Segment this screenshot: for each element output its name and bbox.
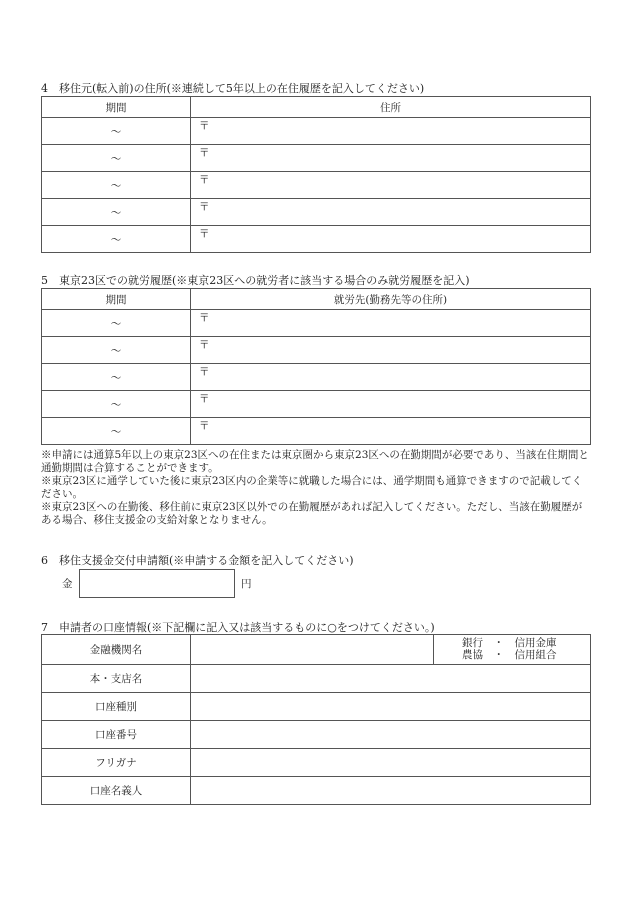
bank-account-table [41,634,591,805]
account-number-field[interactable] [191,721,591,749]
workplace-field[interactable] [191,337,591,364]
address-field[interactable] [191,172,591,199]
postal-mark: 〒 [199,365,210,378]
workplace-field[interactable] [191,418,591,445]
bank-name-label: 金融機関名 [42,635,191,665]
postal-mark: 〒 [199,146,210,159]
period-field[interactable]: ～ [42,310,191,337]
bank-type-option-line[interactable]: 農協 ・ 信用組合 [462,649,557,661]
period-field[interactable]: ～ [42,391,191,418]
workplace-header: 就労先(勤務先等の住所) [191,289,591,310]
account-number-label: 口座番号 [42,721,191,749]
branch-label: 本・支店名 [42,665,191,693]
residence-history-table [41,96,591,253]
section-7-title: 7 申請者の口座情報(※下記欄に記入又は該当するものに○をつけてください。) [41,621,435,634]
account-holder-label: 口座名義人 [42,777,191,805]
postal-mark: 〒 [199,119,210,132]
furigana-field[interactable] [191,749,591,777]
period-field[interactable]: ～ [42,199,191,226]
workplace-field[interactable] [191,364,591,391]
branch-field[interactable] [191,665,591,693]
note: ※東京23区への在勤後、移住前に東京23区以外での在勤履歴があれば記入してください。ただし、当該在勤履歴がある場合、移住支援金の支給対象となりません。 [41,501,583,526]
period-field[interactable]: ～ [42,172,191,199]
postal-mark: 〒 [199,419,210,432]
postal-mark: 〒 [199,200,210,213]
account-type-field[interactable] [191,693,591,721]
period-field[interactable]: ～ [42,145,191,172]
address-header: 住所 [191,97,591,118]
address-field[interactable] [191,145,591,172]
address-field[interactable] [191,118,591,145]
amount-input[interactable] [79,569,235,598]
note: ※東京23区に通学していた後に東京23区内の企業等に就職した場合には、通学期間も通算できますので記載してください。 [41,475,583,500]
period-field[interactable]: ～ [42,118,191,145]
postal-mark: 〒 [199,173,210,186]
period-field[interactable]: ～ [42,337,191,364]
section-6-title: 6 移住支援金交付申請額(※申請する金額を記入してください) [41,554,354,567]
workplace-field[interactable] [191,310,591,337]
section-5-title: 5 東京23区での就労履歴(※東京23区への就労者に該当する場合のみ就労履歴を記入) [41,274,470,287]
furigana-label: フリガナ [42,749,191,777]
bank-type-option-line[interactable]: 銀行 ・ 信用金庫 [462,637,557,649]
account-type-label: 口座種別 [42,693,191,721]
period-field[interactable]: ～ [42,418,191,445]
period-header: 期間 [42,97,191,118]
account-holder-field[interactable] [191,777,591,805]
section-4-title: 4 移住元(転入前)の住所(※連続して5年以上の在住履歴を記入してください) [41,82,425,95]
postal-mark: 〒 [199,338,210,351]
note: ※申請には通算5年以上の東京23区への在住または東京圏から東京23区への在勤期間が必要であり、当該在住期間と通勤期間は合算することができます。 [41,449,589,474]
bank-type-options[interactable] [434,635,591,665]
address-field[interactable] [191,199,591,226]
postal-mark: 〒 [199,392,210,405]
postal-mark: 〒 [199,311,210,324]
yen-suffix: 円 [241,578,252,590]
postal-mark: 〒 [199,227,210,240]
workplace-field[interactable] [191,391,591,418]
yen-prefix: 金 [62,578,73,590]
period-field[interactable]: ～ [42,364,191,391]
employment-history-table [41,288,591,445]
address-field[interactable] [191,226,591,253]
period-header: 期間 [42,289,191,310]
employment-notes [41,449,589,527]
bank-name-field[interactable] [191,635,434,665]
period-field[interactable]: ～ [42,226,191,253]
